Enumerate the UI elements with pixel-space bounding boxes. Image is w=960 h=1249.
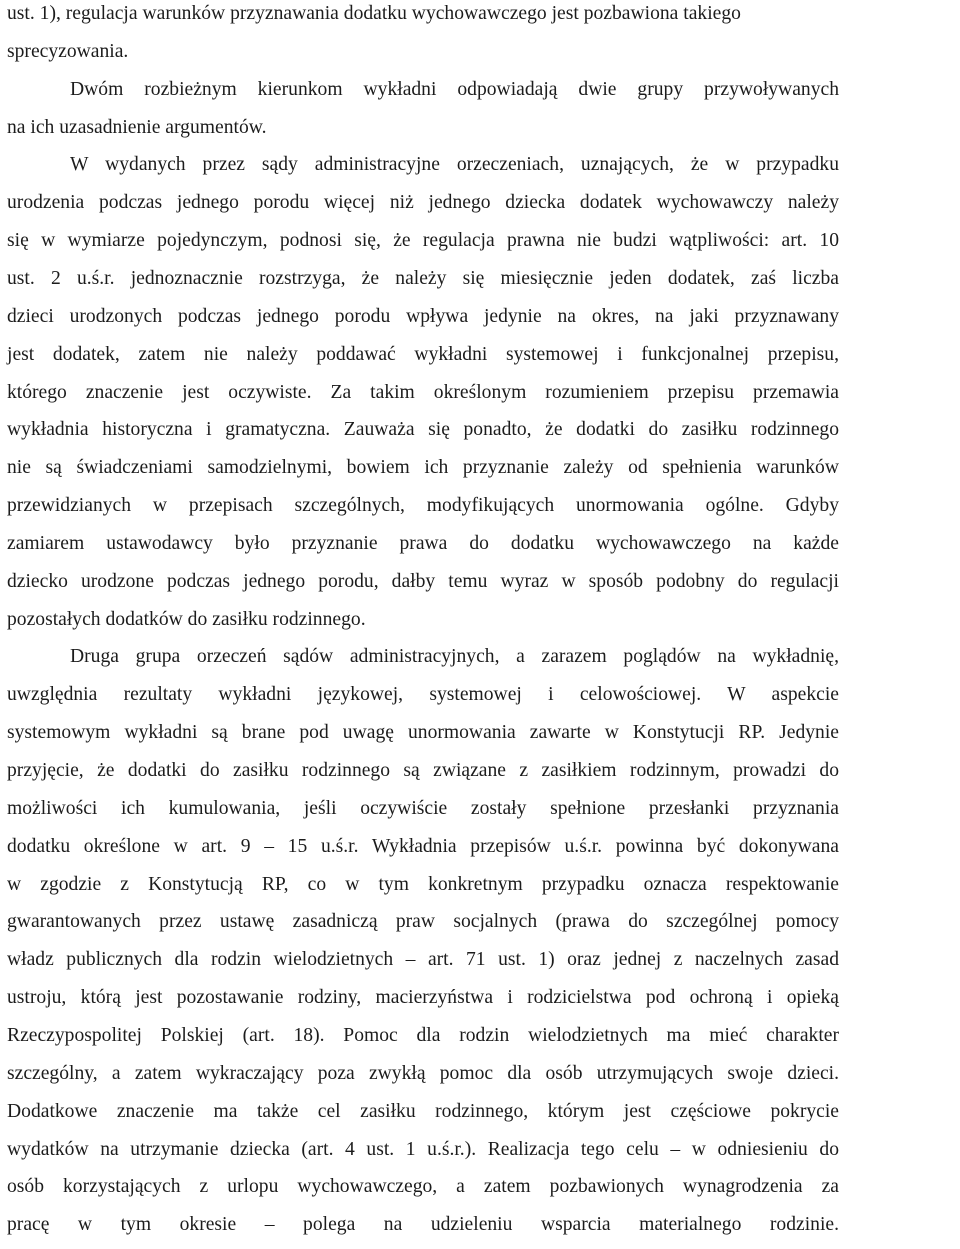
text-line: władz publicznych dla rodzin wielodzietnych – art. 71 ust. 1) oraz jednej z naczelnych zasad (7, 949, 839, 971)
text-line: dzieci urodzonych podczas jednego porodu wpływa jedynie na okres, na jaki przyznawany (7, 305, 839, 327)
text-line: dodatku określone w art. 9 – 15 u.ś.r. Wykładnia przepisów u.ś.r. powinna być dokonywana (7, 835, 839, 857)
text-line: w zgodzie z Konstytucją RP, co w tym konkretnym przypadku oznacza respektowanie (7, 873, 839, 895)
text-line: nie są świadczeniami samodzielnymi, bowiem ich przyznanie zależy od spełnienia warunków (7, 457, 839, 479)
text-line: gwarantowanych przez ustawę zasadniczą praw socjalnych (prawa do szczególnej pomocy (7, 911, 839, 933)
text-line: W wydanych przez sądy administracyjne orzeczeniach, uznających, że w przypadku (70, 154, 839, 176)
text-line: ust. 2 u.ś.r. jednoznacznie rozstrzyga, że należy się miesięcznie jeden dodatek, zaś liczba (7, 267, 839, 289)
text-line: ust. 1), regulacja warunków przyznawania dodatku wychowawczego jest pozbawiona takiego (7, 3, 741, 24)
text-line: możliwości ich kumulowania, jeśli oczywiście zostały spełnione przesłanki przyznania (7, 797, 839, 819)
text-line: Druga grupa orzeczeń sądów administracyjnych, a zarazem poglądów na wykładnię, (70, 646, 839, 668)
text-line: którego znaczenie jest oczywiste. Za takim określonym rozumieniem przepisu przemawia (7, 381, 839, 403)
text-line: się w wymiarze pojedynczym, podnosi się, że regulacja prawna nie budzi wątpliwości: art. 10 (7, 230, 839, 252)
text-line: Dwóm rozbieżnym kierunkom wykładni odpowiadają dwie grupy przywoływanych (70, 78, 839, 100)
text-line: urodzenia podczas jednego porodu więcej niż jednego dziecka dodatek wychowawczy należy (7, 192, 839, 214)
text-line: sprecyzowania. (7, 40, 129, 62)
text-line: Dodatkowe znaczenie ma także cel zasiłku rodzinnego, którym jest częściowe pokrycie (7, 1100, 839, 1122)
text-line: pracę w tym okresie – polega na udzieleniu wsparcia materialnego rodzinie. (7, 1214, 839, 1236)
text-line: Rzeczypospolitej Polskiej (art. 18). Pomoc dla rodzin wielodzietnych ma mieć charakter (7, 1024, 839, 1046)
text-line: wydatków na utrzymanie dziecka (art. 4 ust. 1 u.ś.r.). Realizacja tego celu – w odniesieniu do (7, 1138, 839, 1160)
text-line: systemowym wykładni są brane pod uwagę unormowania zawarte w Konstytucji RP. Jedynie (7, 722, 839, 744)
text-line: przewidzianych w przepisach szczególnych, modyfikujących unormowania ogólne. Gdyby (7, 495, 839, 517)
text-line: jest dodatek, zatem nie należy poddawać wykładni systemowej i funkcjonalnej przepisu, (7, 343, 839, 365)
text-line: wykładnia historyczna i gramatyczna. Zauważa się ponadto, że dodatki do zasiłku rodzinnego (7, 419, 839, 441)
text-line: zamiarem ustawodawcy było przyznanie prawa do dodatku wychowawczego na każde (7, 532, 839, 554)
text-line: osób korzystających z urlopu wychowawczego, a zatem pozbawionych wynagrodzenia za (7, 1176, 839, 1198)
text-line: ustroju, którą jest pozostawanie rodziny, macierzyństwa i rodzicielstwa pod ochroną i opieką (7, 987, 839, 1009)
text-line: dziecko urodzone podczas jednego porodu, dałby temu wyraz w sposób podobny do regulacji (7, 570, 839, 592)
text-line: przyjęcie, że dodatki do zasiłku rodzinnego są związane z zasiłkiem rodzinnym, prowadzi do (7, 760, 839, 781)
text-line: na ich uzasadnienie argumentów. (7, 116, 267, 138)
text-line: szczególny, a zatem wykraczający poza zwykłą pomoc dla osób utrzymujących swoje dzieci. (7, 1062, 839, 1084)
text-line: pozostałych dodatków do zasiłku rodzinnego. (7, 608, 366, 630)
text-line: uwzględnia rezultaty wykładni językowej, systemowej i celowościowej. W aspekcie (7, 684, 839, 706)
